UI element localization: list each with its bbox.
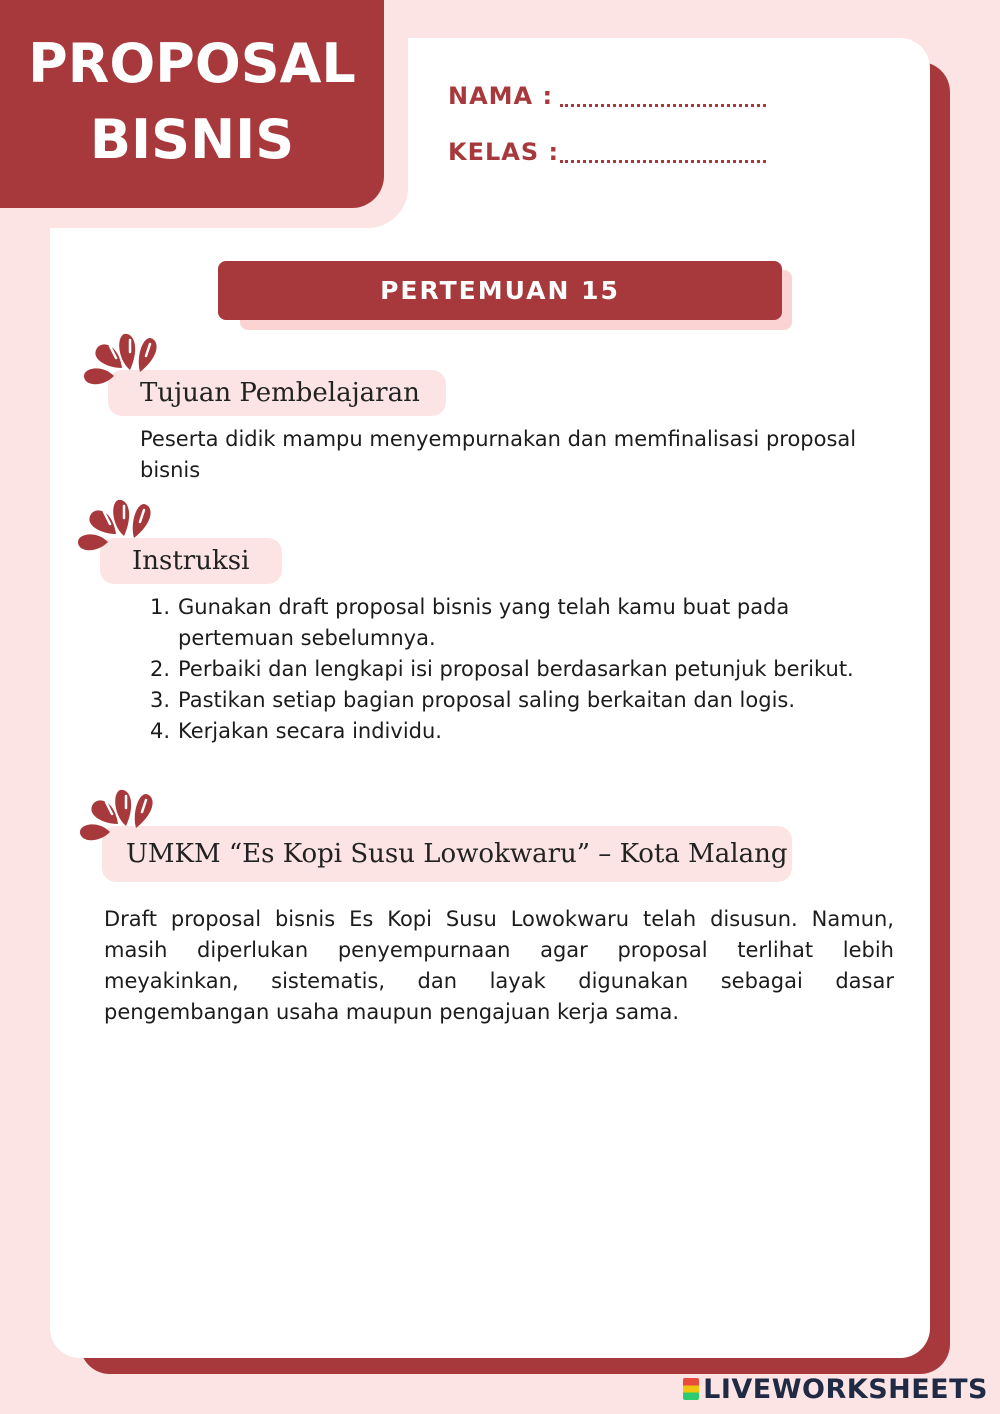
instruction-item	[150, 685, 870, 716]
instruction-text: Kerjakan secara individu.	[178, 719, 442, 743]
instruction-number: 3.	[150, 688, 171, 712]
name-field[interactable]	[448, 82, 553, 110]
liveworksheets-mark-icon	[683, 1378, 699, 1400]
petal-decoration-icon	[78, 328, 168, 400]
name-blank-line[interactable]	[560, 104, 766, 107]
instruction-text: Perbaiki dan lengkapi isi proposal berdasarkan petunjuk berikut.	[178, 657, 854, 681]
petal-decoration-icon	[72, 494, 162, 566]
instruction-text: Gunakan draft proposal bisnis yang telah kamu buat pada pertemuan sebelumnya.	[178, 595, 790, 650]
case-heading-pill	[102, 826, 792, 882]
title-line-2: BISNIS	[89, 108, 295, 171]
worksheet-title	[0, 0, 384, 208]
instruction-item	[150, 592, 870, 654]
petal-decoration-icon	[74, 784, 164, 856]
brand-text: LIVEWORKSHEETS	[703, 1374, 988, 1405]
instruction-text: Pastikan setiap bagian proposal saling berkaitan dan logis.	[178, 688, 796, 712]
instruction-number: 1.	[150, 595, 171, 619]
class-field[interactable]	[448, 138, 559, 166]
goal-body: Peserta didik mampu menyempurnakan dan memfinalisasi proposal bisnis	[140, 427, 857, 482]
instruction-number: 2.	[150, 657, 171, 681]
class-blank-line[interactable]	[560, 160, 766, 163]
instruction-item	[150, 716, 870, 747]
instruction-list	[150, 592, 870, 747]
class-label: KELAS :	[448, 138, 560, 166]
goal-heading: Tujuan Pembelajaran	[140, 378, 420, 408]
title-line-1: PROPOSAL	[28, 32, 356, 95]
instruction-item	[150, 654, 870, 685]
meeting-banner: PERTEMUAN 15	[218, 261, 782, 320]
instructions-heading: Instruksi	[132, 546, 250, 576]
case-body: Draft proposal bisnis Es Kopi Susu Lowokwaru telah disusun. Namun, masih diperlukan penyempurnaan agar proposal terlihat lebih meyakinkan, sistematis, dan layak digunakan sebagai dasar pengembangan usaha maupun pengajuan kerja sama.	[104, 907, 894, 1024]
instruction-number: 4.	[150, 719, 171, 743]
liveworksheets-logo	[683, 1374, 988, 1405]
case-heading: UMKM “Es Kopi Susu Lowokwaru” – Kota Malang	[126, 839, 788, 869]
name-label: NAMA :	[448, 82, 554, 110]
